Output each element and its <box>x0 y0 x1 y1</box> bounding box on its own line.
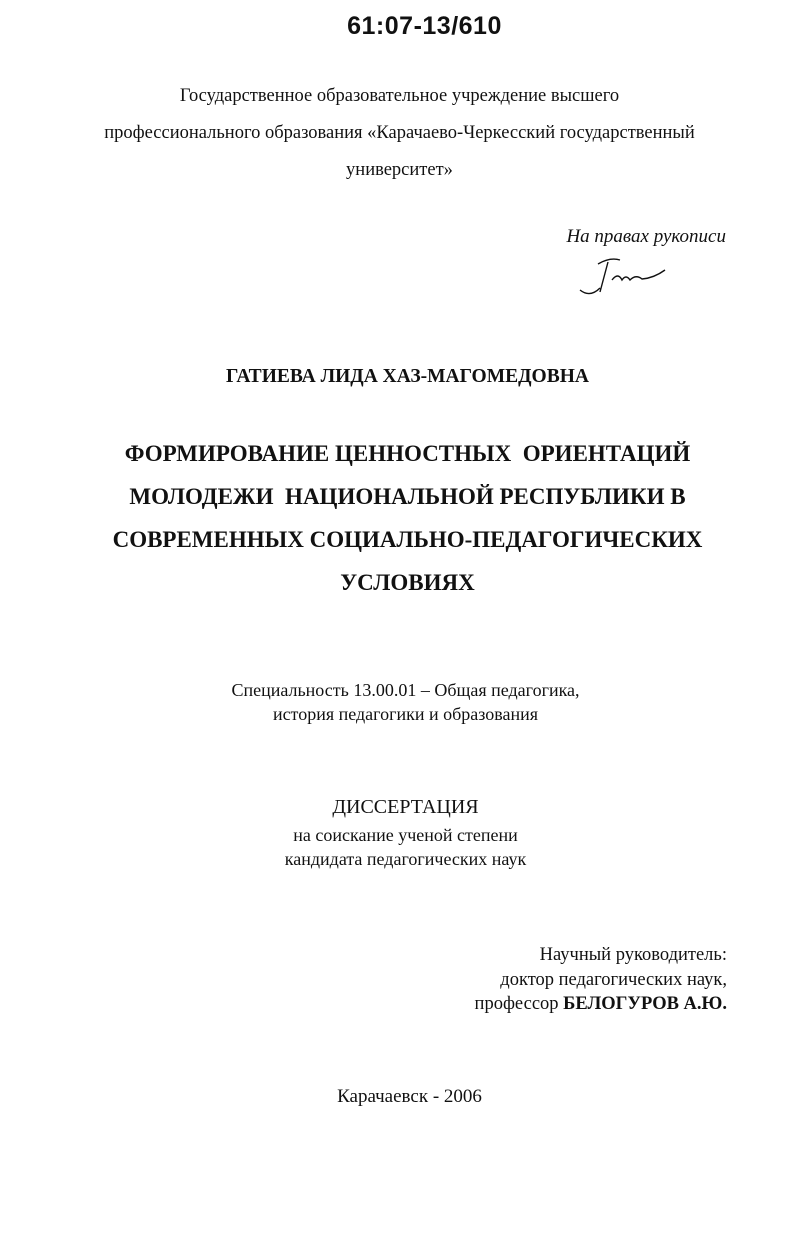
dissertation-degree <box>6 823 799 871</box>
title-line: УСЛОВИЯХ <box>340 570 475 595</box>
supervisor-degree: доктор педагогических наук, <box>500 969 727 990</box>
supervisor-line <box>475 992 727 1017</box>
author-name: ГАТИЕВА ЛИДА ХАЗ-МАГОМЕДОВНА <box>226 366 589 387</box>
supervisor-title: профессор <box>474 994 559 1014</box>
title-line: МОЛОДЕЖИ НАЦИОНАЛЬНОЙ РЕСПУБЛИКИ В <box>129 484 686 509</box>
institution-line: Государственное образовательное учреждение высшего <box>179 86 620 106</box>
title-line: СОВРЕМЕННЫХ СОЦИАЛЬНО-ПЕДАГОГИЧЕСКИХ <box>112 527 703 552</box>
supervisor-label: Научный руководитель: <box>539 945 727 965</box>
specialty-line: история педагогики и образования <box>272 704 539 724</box>
degree-line: кандидата педагогических наук <box>284 849 527 869</box>
institution-line: профессионального образования «Карачаево-Черкесский государственный <box>104 123 695 143</box>
institution-name <box>0 78 799 189</box>
degree-line: на соискание ученой степени <box>293 825 518 845</box>
supervisor-block <box>475 943 727 1017</box>
dissertation-heading: ДИССЕРТАЦИЯ <box>332 796 479 818</box>
rights-note: На правах рукописи <box>566 226 726 247</box>
specialty <box>6 678 799 726</box>
institution-line: университет» <box>346 160 453 180</box>
supervisor-name: БЕЛОГУРОВ А.Ю. <box>563 994 727 1014</box>
signature <box>570 252 680 302</box>
registry-code: 61:07-13/610 <box>347 12 502 40</box>
title-line: ФОРМИРОВАНИЕ ЦЕННОСТНЫХ ОРИЕНТАЦИЙ <box>124 441 691 466</box>
city-year: Карачаевск - 2006 <box>337 1086 482 1107</box>
dissertation-title <box>8 432 799 604</box>
specialty-line: Специальность 13.00.01 – Общая педагогика, <box>231 680 580 700</box>
